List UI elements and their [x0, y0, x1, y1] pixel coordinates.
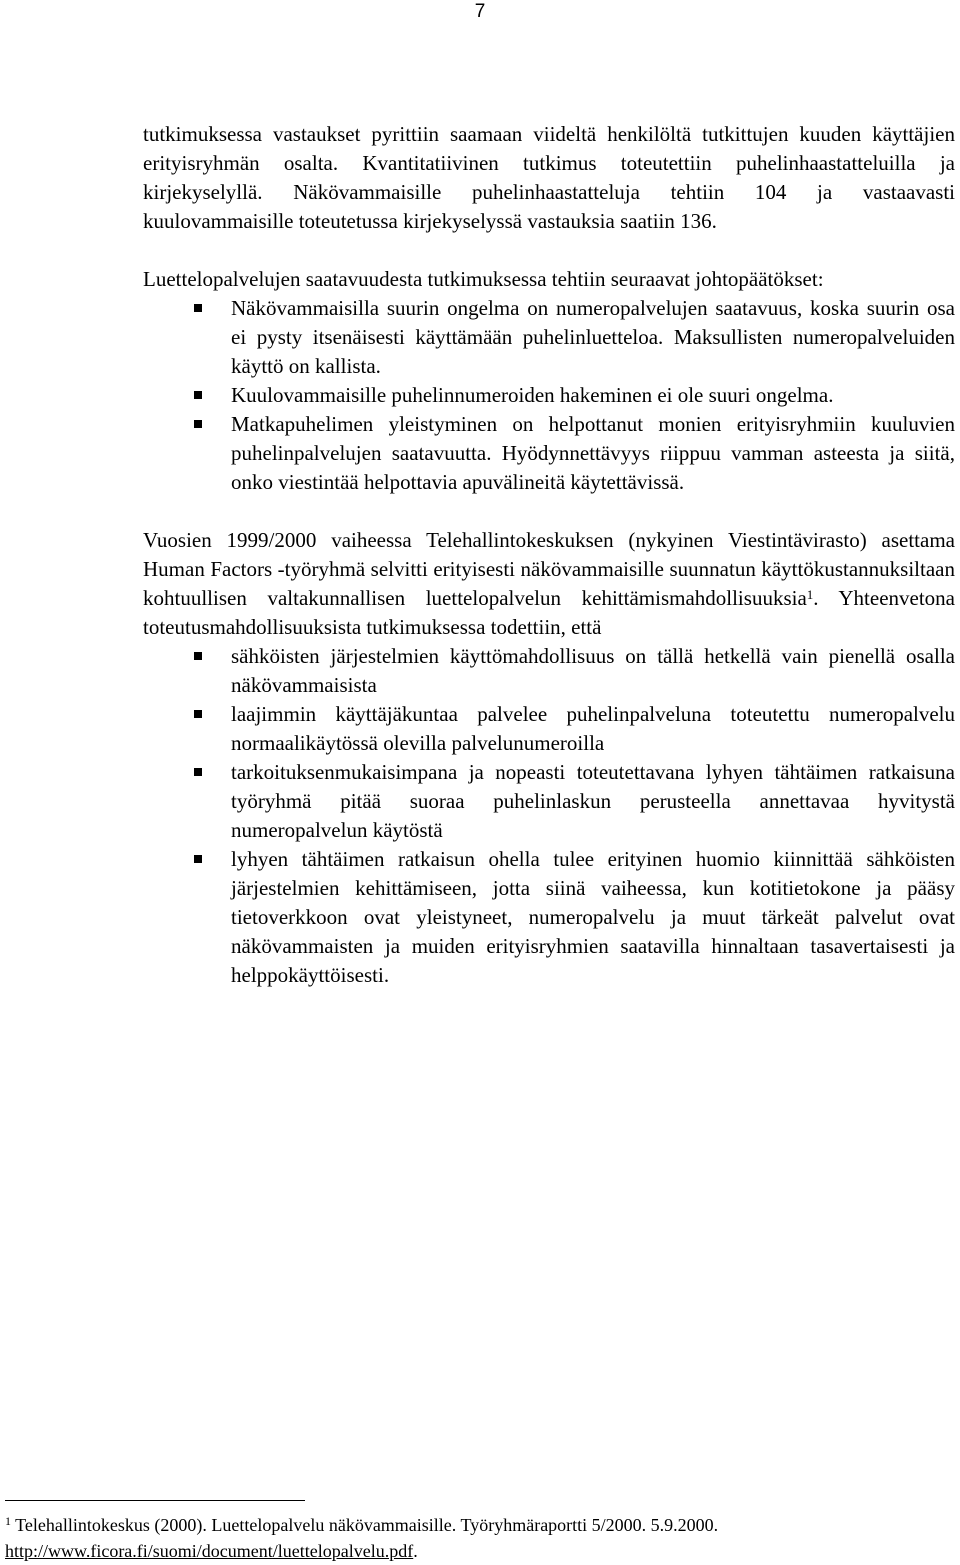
page-number: 7: [474, 1, 486, 22]
conclusions-list: [143, 294, 955, 497]
list-item: Matkapuhelimen yleistyminen on helpottanut monien erityisryhmiin kuuluvien puhelinpalvelujen saatavuutta. Hyödynnettävyys riippuu vamman asteesta ja siitä, onko viestintää helpottavia apuvälineitä käytettävissä.: [143, 410, 955, 497]
footnote-text: Telehallintokeskus (2000). Luettelopalvelu näkövammaisille. Työryhmäraportti 5/2000. 5.9.2000.: [11, 1515, 719, 1535]
body-text: [143, 120, 955, 1019]
footnote-line: [5, 1538, 955, 1564]
paragraph-intro: tutkimuksessa vastaukset pyrittiin saamaan viideltä henkilöltä tutkittujen kuuden käyttäjien erityisryhmän osalta. Kvantitatiivinen tutkimus toteutettiin puhelinhaastatteluilla ja kirjekyselyllä. Näkövammaisille puhelinhaastatteluja tehtiin 104 ja vastaavasti kuulovammaisille toteutetussa kirjekyselyssä vastauksia saatiin 136.: [143, 122, 955, 233]
summary-list: [143, 642, 955, 990]
list-item: sähköisten järjestelmien käyttömahdollisuus on tällä hetkellä vain pienellä osalla näkövammaisista: [143, 642, 955, 700]
list-item: lyhyen tähtäimen ratkaisun ohella tulee erityinen huomio kiinnittää sähköisten järjestelmien kehittämiseen, jotta siinä vaiheessa, kun kotitietokone ja pääsy tietoverkkoon ovat yleistyneet, numeropalvelu ja muut tärkeät palvelut ovat näkövammaisten ja muiden erityisryhmien saatavilla hinnaltaan tasavertaisesti ja helppokäyttöisesti.: [143, 845, 955, 990]
list-item: laajimmin käyttäjäkuntaa palvelee puhelinpalveluna toteutettu numeropalvelu normaalikäytössä olevilla palvelunumeroilla: [143, 700, 955, 758]
list-item: Näkövammaisilla suurin ongelma on numeropalvelujen saatavuus, koska suurin osa ei pysty itsenäisesti käyttämään puhelinluetteloa. Maksullisten numeropalveluiden käyttö on kallista.: [143, 294, 955, 381]
paragraph-conclusions-lead: Luettelopalvelujen saatavuudesta tutkimuksessa tehtiin seuraavat johtopäätökset:: [143, 267, 824, 291]
footnote-line: [5, 1512, 955, 1538]
paragraph-text: . Yhteenvetona toteutusmahdollisuuksista tutkimuksessa todettiin, että: [143, 586, 955, 639]
footnote-reference[interactable]: 1: [806, 587, 814, 602]
footnote-link[interactable]: http://www.ficora.fi/suomi/document/luettelopalvelu.pdf: [5, 1541, 414, 1561]
paragraph-text: Vuosien 1999/2000 vaiheessa Telehallintokeskuksen (nykyinen Viestintävirasto) asettama Human Factors -työryhmä selvitti erityisesti näkövammaisille suunnatun käyttökustannuksiltaan kohtuullisen valtakunnallisen luettelopalvelun kehittämismahdollisuuksia: [143, 528, 955, 610]
footnote-divider: [5, 1500, 305, 1501]
footnote: [5, 1512, 955, 1564]
footnote-text: .: [413, 1541, 418, 1561]
paragraph-working-group: [143, 526, 955, 642]
list-item: Kuulovammaisille puhelinnumeroiden hakeminen ei ole suuri ongelma.: [143, 381, 955, 410]
list-item: tarkoituksenmukaisimpana ja nopeasti toteutettavana lyhyen tähtäimen ratkaisuna työryhmä pitää suoraa puhelinlaskun perusteella annettavaa hyvitystä numeropalvelun käytöstä: [143, 758, 955, 845]
footnote-marker: 1: [5, 1514, 11, 1528]
